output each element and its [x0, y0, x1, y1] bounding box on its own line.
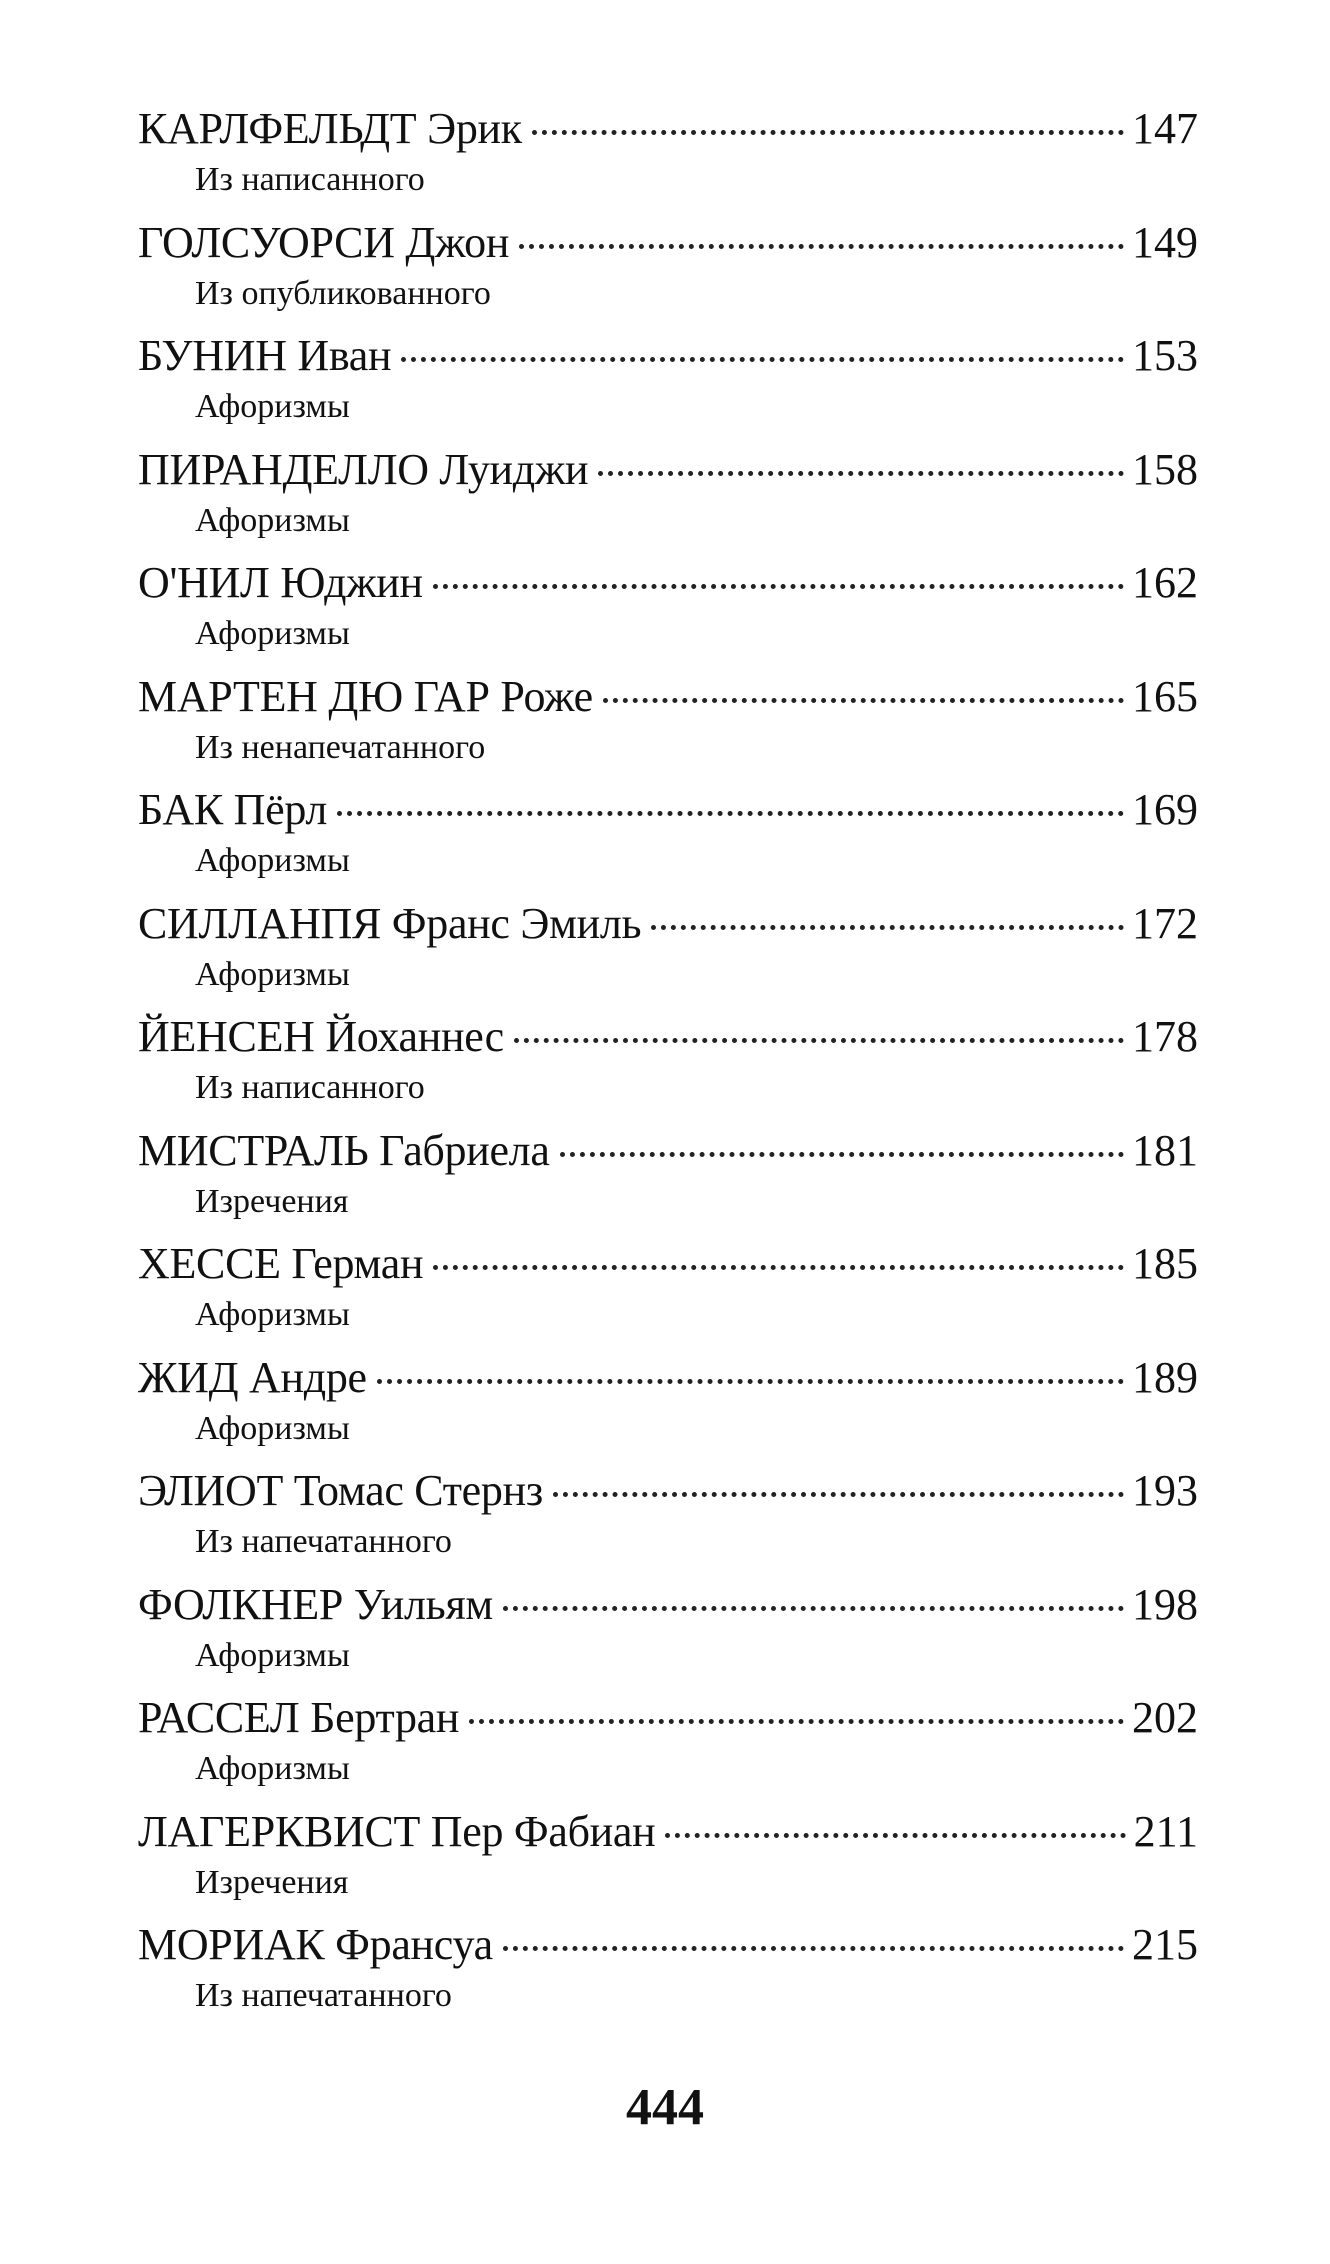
toc-entry: [138, 1806, 1198, 1920]
dot-leader: [665, 1833, 1125, 1838]
section-title: Афоризмы: [195, 955, 350, 993]
section-title: Из напечатанного: [195, 1523, 452, 1560]
section-title: Из напечатанного: [195, 1977, 452, 2014]
dot-leader: [401, 357, 1124, 362]
author-name: ЭЛИОТ Томас Стернз: [138, 1466, 543, 1515]
section-title: Афоризмы: [195, 1296, 350, 1333]
section-title: Из написанного: [195, 161, 425, 198]
author-name: ПИРАНДЕЛЛО Луиджи: [138, 444, 589, 494]
toc-entry: [138, 671, 1198, 785]
section-title: Афоризмы: [195, 388, 350, 425]
dot-leader: [603, 698, 1124, 703]
author-name: ФОЛКНЕР Уильям: [138, 1579, 493, 1629]
section-title: Афоризмы: [195, 615, 350, 652]
toc-entry-line: [138, 1806, 1198, 1862]
toc-entry-line: [138, 898, 1198, 954]
toc-entry: [138, 1465, 1198, 1579]
toc-entry-line: [138, 1465, 1198, 1521]
dot-leader: [377, 1379, 1124, 1384]
toc-entry: [138, 1919, 1198, 2033]
author-name: ЛАГЕРКВИСТ Пер Фабиан: [138, 1806, 656, 1856]
page-reference: 211: [1133, 1806, 1198, 1856]
toc-entry-line: [138, 444, 1198, 500]
author-name: О'НИЛ Юджин: [138, 558, 423, 607]
page-reference: 172: [1132, 898, 1198, 948]
toc-entry: [138, 557, 1198, 671]
page-reference: 185: [1132, 1239, 1198, 1288]
section-title: Афоризмы: [195, 1750, 350, 1787]
toc-entry-line: [138, 103, 1198, 159]
toc-entry: [138, 1692, 1198, 1806]
dot-leader: [433, 584, 1124, 589]
page-reference: 147: [1132, 104, 1198, 153]
dot-leader: [433, 1265, 1124, 1270]
section-title: Изречения: [195, 1182, 349, 1220]
section-title: Афоризмы: [195, 1409, 350, 1447]
section-title: Афоризмы: [195, 501, 350, 539]
author-name: МОРИАК Франсуа: [138, 1920, 493, 1969]
dot-leader: [651, 925, 1124, 930]
section-title: Афоризмы: [195, 1636, 350, 1674]
toc-entry-line: [138, 784, 1198, 840]
page-reference: 149: [1132, 217, 1198, 267]
dot-leader: [337, 811, 1124, 816]
author-name: РАССЕЛ Бертран: [138, 1693, 460, 1742]
toc-entry-line: [138, 1238, 1198, 1294]
page-reference: 193: [1132, 1466, 1198, 1515]
toc-entry-line: [138, 1579, 1198, 1635]
toc-entry-line: [138, 671, 1198, 727]
toc-entry-line: [138, 1352, 1198, 1408]
page-reference: 181: [1132, 1125, 1198, 1175]
toc-entry-line: [138, 1919, 1198, 1975]
page-reference: 189: [1132, 1352, 1198, 1402]
author-name: БУНИН Иван: [138, 331, 392, 380]
author-name: ЙЕНСЕН Йоханнес: [138, 1012, 504, 1061]
page-reference: 202: [1132, 1693, 1198, 1742]
toc-entry: [138, 1352, 1198, 1466]
dot-leader: [503, 1946, 1124, 1951]
author-name: ЖИД Андре: [138, 1352, 367, 1402]
page-reference: 198: [1132, 1579, 1198, 1629]
toc-entry: [138, 103, 1198, 217]
toc-entry: [138, 1125, 1198, 1239]
dot-leader: [598, 471, 1124, 476]
toc-entry: [138, 444, 1198, 558]
toc-entry-line: [138, 1125, 1198, 1181]
table-of-contents: [138, 103, 1198, 2033]
author-name: МИСТРАЛЬ Габриела: [138, 1125, 550, 1175]
section-title: Афоризмы: [195, 842, 350, 879]
section-title: Из написанного: [195, 1069, 425, 1106]
section-title: Из опубликованного: [195, 274, 491, 312]
dot-leader: [532, 130, 1124, 135]
section-title: Изречения: [195, 1863, 349, 1901]
toc-entry-line: [138, 557, 1198, 613]
dot-leader: [519, 244, 1124, 249]
toc-entry: [138, 1238, 1198, 1352]
toc-entry-line: [138, 1011, 1198, 1067]
toc-entry: [138, 784, 1198, 898]
page-reference: 169: [1132, 785, 1198, 834]
author-name: СИЛЛАНПЯ Франс Эмиль: [138, 898, 642, 948]
dot-leader: [514, 1038, 1124, 1043]
author-name: БАК Пёрл: [138, 785, 328, 834]
page-number: 444: [626, 2079, 704, 2136]
dot-leader: [503, 1606, 1124, 1611]
author-name: КАРЛФЕЛЬДТ Эрик: [138, 104, 522, 153]
author-name: ГОЛСУОРСИ Джон: [138, 217, 510, 267]
toc-entry: [138, 1011, 1198, 1125]
toc-entry-line: [138, 217, 1198, 273]
author-name: ХЕССЕ Герман: [138, 1239, 424, 1288]
page-reference: 165: [1132, 671, 1198, 721]
dot-leader: [469, 1719, 1124, 1724]
toc-entry-line: [138, 330, 1198, 386]
dot-leader: [553, 1492, 1124, 1497]
page-reference: 158: [1132, 444, 1198, 494]
page-reference: 178: [1132, 1012, 1198, 1061]
toc-entry-line: [138, 1692, 1198, 1748]
page-reference: 153: [1132, 331, 1198, 380]
toc-entry: [138, 898, 1198, 1012]
author-name: МАРТЕН ДЮ ГАР Роже: [138, 671, 593, 721]
toc-entry: [138, 217, 1198, 331]
section-title: Из ненапечатанного: [195, 728, 486, 766]
dot-leader: [560, 1152, 1124, 1157]
page-reference: 162: [1132, 558, 1198, 607]
toc-entry: [138, 1579, 1198, 1693]
page-reference: 215: [1132, 1920, 1198, 1969]
toc-entry: [138, 330, 1198, 444]
